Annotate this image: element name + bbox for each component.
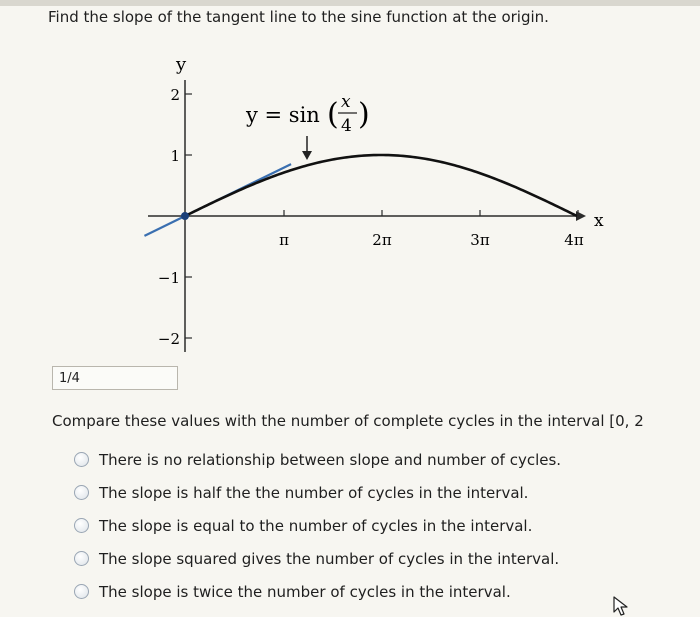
compare-prompt: Compare these values with the number of complete cycles in the interval [0, 2 (52, 412, 644, 430)
y-tick-label-neg2: −2 (157, 330, 180, 348)
option-no-relationship[interactable] (74, 443, 561, 476)
y-tick-label-1: 1 (170, 147, 180, 165)
x-tick-label-pi: π (279, 231, 289, 249)
x-tick-label-2pi: 2π (372, 231, 392, 249)
option-label: The slope squared gives the number of cycles in the interval. (99, 549, 560, 568)
option-label: The slope is equal to the number of cycles in the interval. (99, 516, 533, 535)
option-label: The slope is half the the number of cycles in the interval. (99, 483, 529, 502)
radio-button[interactable] (74, 518, 89, 533)
x-tick-label-3pi: 3π (470, 231, 490, 249)
function-prefix: y = sin (246, 103, 320, 127)
pointer-cursor-icon (612, 596, 632, 617)
option-equal[interactable] (74, 509, 561, 542)
origin-point (181, 212, 189, 220)
radio-button[interactable] (74, 452, 89, 467)
question-text: Find the slope of the tangent line to the sine function at the origin. (48, 8, 549, 26)
answer-input[interactable]: 1/4 (52, 366, 178, 390)
x-axis-label: x (594, 211, 604, 231)
function-numerator: x (341, 92, 351, 112)
function-label (245, 92, 370, 136)
paren-left: ( (327, 97, 339, 132)
y-tick-label-2: 2 (170, 86, 180, 104)
radio-button[interactable] (74, 584, 89, 599)
radio-button[interactable] (74, 551, 89, 566)
sine-curve (185, 155, 577, 216)
option-label: There is no relationship between slope and number of cycles. (99, 450, 562, 469)
answer-options (74, 443, 561, 608)
option-half[interactable] (74, 476, 561, 509)
y-tick-label-neg1: −1 (157, 269, 180, 287)
option-twice[interactable] (74, 575, 561, 608)
option-label: The slope is twice the number of cycles in the interval. (99, 582, 511, 601)
paren-right: ) (358, 97, 370, 132)
radio-button[interactable] (74, 485, 89, 500)
function-denominator: 4 (341, 116, 352, 136)
x-tick-label-4pi: 4π (564, 231, 584, 249)
y-axis-label: y (176, 54, 187, 75)
option-squared[interactable] (74, 542, 561, 575)
label-arrow-head (302, 151, 312, 160)
